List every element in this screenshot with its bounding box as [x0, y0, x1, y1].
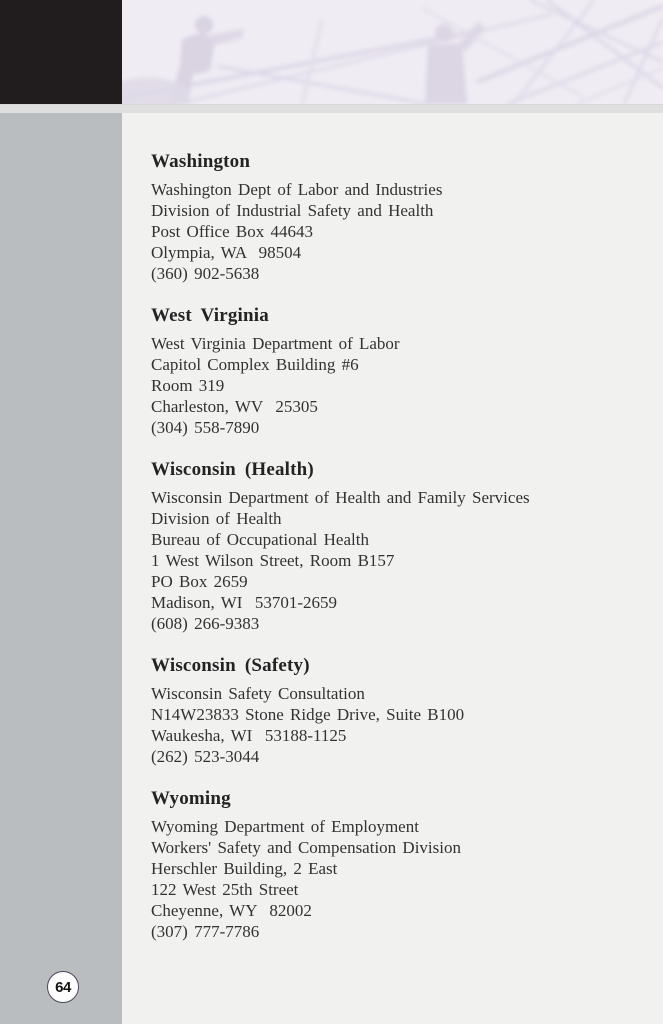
address-line: Post Office Box 44643 [151, 222, 313, 241]
state-heading: Wisconsin (Safety) [151, 655, 310, 676]
address-line: Washington Dept of Labor and Industries [151, 180, 443, 199]
address-line: Charleston, WV 25305 [151, 397, 318, 416]
page-number: 64 [55, 978, 71, 996]
address-line: PO Box 2659 [151, 572, 248, 591]
address-line: Olympia, WA 98504 [151, 243, 302, 262]
state-heading: Wisconsin (Health) [151, 459, 314, 480]
powerline-workers-image [122, 0, 663, 104]
phone-line: (304) 558-7890 [151, 418, 260, 437]
state-heading: Wyoming [151, 788, 231, 809]
page-body [0, 113, 663, 1024]
address-line: Room 319 [151, 376, 225, 395]
state-entry-west-virginia [151, 305, 645, 438]
address-line: Wisconsin Safety Consultation [151, 684, 365, 703]
phone-line: (360) 902-5638 [151, 264, 260, 283]
address-line: Wyoming Department of Employment [151, 817, 419, 836]
page-number-badge [47, 971, 79, 1003]
state-entry-wisconsin-safety [151, 655, 645, 767]
address-line: Madison, WI 53701-2659 [151, 593, 338, 612]
address-line: Division of Industrial Safety and Health [151, 201, 434, 220]
header-black-block [0, 0, 122, 104]
left-sidebar [0, 113, 122, 1024]
address-line: 122 West 25th Street [151, 880, 299, 899]
address-line: Bureau of Occupational Health [151, 530, 369, 549]
address-line: West Virginia Department of Labor [151, 334, 400, 353]
state-entry-washington [151, 151, 645, 284]
address-line: Wisconsin Department of Health and Family Services [151, 488, 530, 507]
address-line: Herschler Building, 2 East [151, 859, 338, 878]
address-line: Cheyenne, WY 82002 [151, 901, 312, 920]
header-photo [122, 0, 663, 104]
directory-content [122, 113, 663, 1024]
state-entry-wisconsin-health [151, 459, 645, 634]
address-line: Capitol Complex Building #6 [151, 355, 359, 374]
address-line: N14W23833 Stone Ridge Drive, Suite B100 [151, 705, 465, 724]
address-line: Division of Health [151, 509, 282, 528]
state-heading: West Virginia [151, 305, 269, 326]
phone-line: (307) 777-7786 [151, 922, 260, 941]
address-line: Waukesha, WI 53188-1125 [151, 726, 347, 745]
address-line: Workers' Safety and Compensation Division [151, 838, 461, 857]
address-line: 1 West Wilson Street, Room B157 [151, 551, 395, 570]
header-separator [0, 104, 663, 113]
phone-line: (262) 523-3044 [151, 747, 260, 766]
state-heading: Washington [151, 151, 251, 172]
state-entry-wyoming [151, 788, 645, 942]
phone-line: (608) 266-9383 [151, 614, 260, 633]
page-header [0, 0, 663, 104]
